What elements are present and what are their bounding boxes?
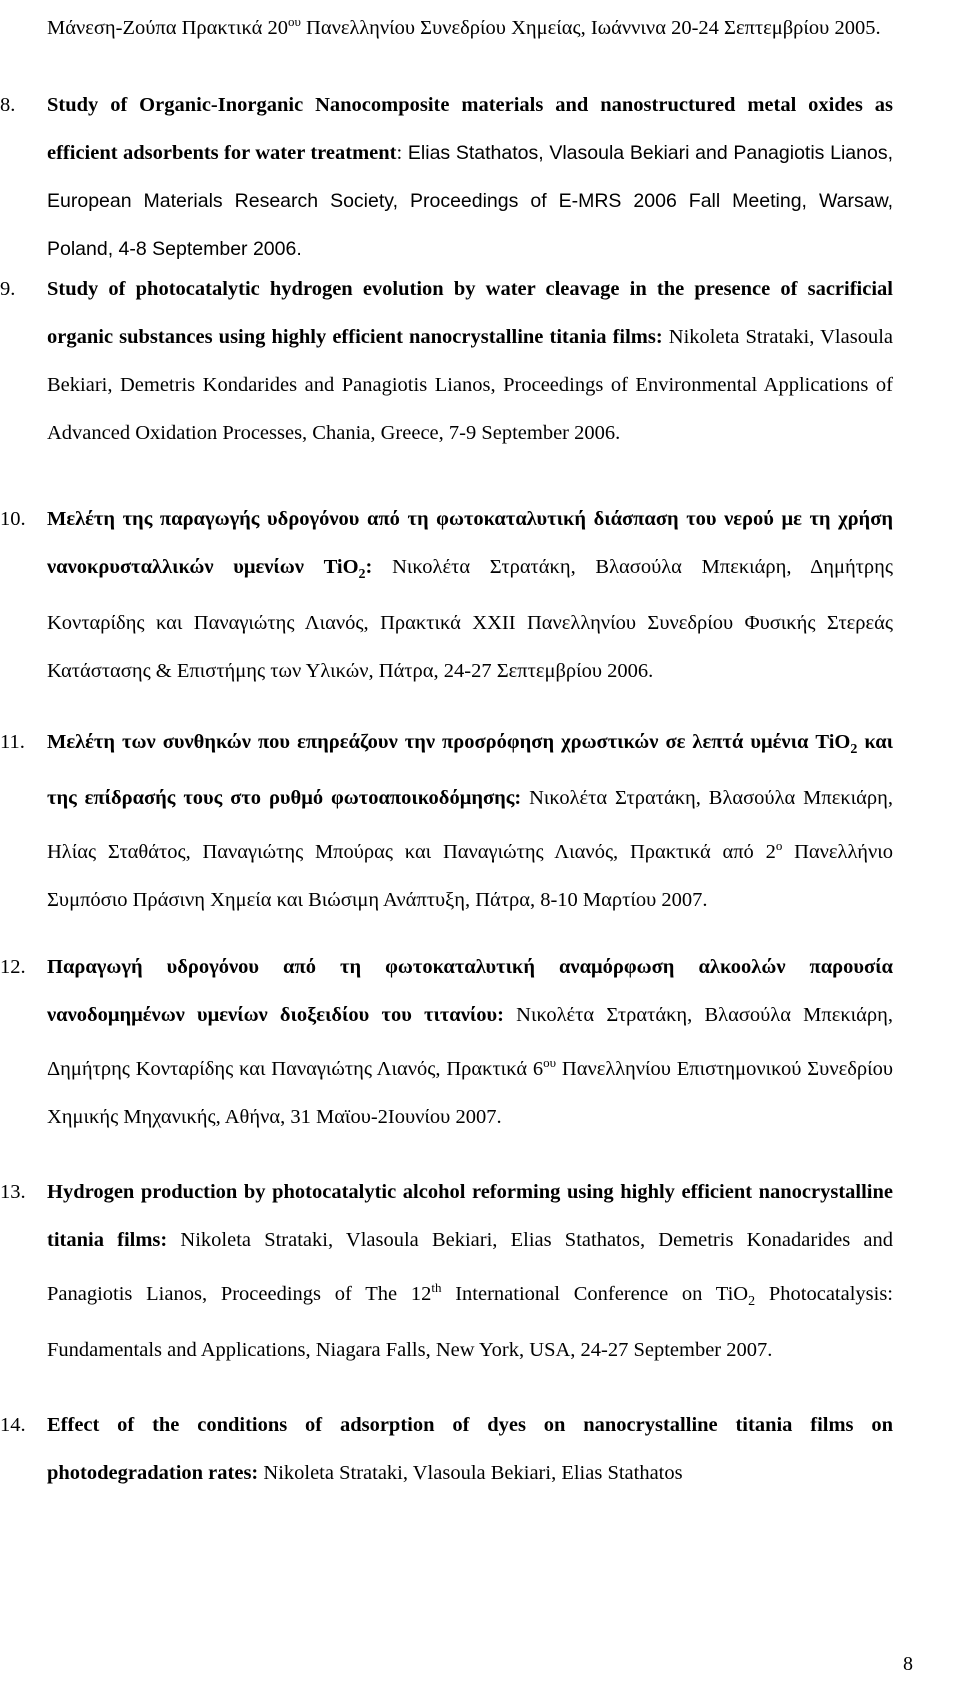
entry-title: Παραγωγή υδρογόνου από τη φωτοκαταλυτική αναμόρφωση αλκοολών παρουσία νανοδομημένων υμενίων διοξειδίου του τιτανίου: [47,956,893,1026]
entry-body [47,718,893,924]
entry-number: 14. [0,1414,26,1436]
entry-authors-venue: Νικολέτα Στρατάκη, Βλασούλα Μπεκιάρη, Δημήτρης Κονταρίδης και Παναγιώτης Λιανός, Πρακτικά XXII Πανελληνίου Συνεδρίου Φυσικής Στερεάς Κατάστασης & Επιστήμης των Υλικών, Πάτρα, 24-27 Σεπτεμβρίου 2006. [47,556,893,683]
entry-body [47,265,893,457]
entry-title: Study of Organic-Inorganic Nanocomposite materials and nanostructured metal oxides as efficient adsorbents for water treatment [47,94,893,164]
entry-authors-venue-end: Πανελληνίου Επιστημονικού Συνεδρίου Χημικής Μηχανικής, Αθήνα, 31 Μαϊου-2Ιουνίου 2007. [47,1057,893,1128]
entry-authors-venue: Nikoleta Strataki, Vlasoula Bekiari, Elias Stathatos [258,1462,683,1484]
continuation-text-end: Πανελληνίου Συνεδρίου Χημείας, Ιωάννινα 20-24 Σεπτεμβρίου 2005. [300,16,881,39]
previous-entry-continuation [47,0,893,52]
entry-subscript: 2 [748,1293,756,1309]
entry-title: Μελέτη της παραγωγής υδρογόνου από τη φωτοκαταλυτική διάσπαση του νερού με τη χρήση νανοκρυσταλλικών υμενίων TiO [47,508,893,578]
entry-superscript: ο [775,838,783,854]
page-number: 8 [903,1653,913,1675]
entry-title: Study of photocatalytic hydrogen evolution by water cleavage in the presence of sacrificial organic substances using highly efficient nanocrystalline titania films: [47,278,893,348]
entry-title-colon: : [396,142,403,164]
continuation-superscript: ου [287,14,301,29]
entry-body [47,1168,893,1374]
entry-authors-venue: Νικολέτα Στρατάκη, Βλασούλα Μπεκιάρη, Δημήτρης Κονταρίδης και Παναγιώτης Λιανός, Πρακτικά 6 [47,1004,893,1080]
entry-authors-venue: Nikoleta Strataki, Vlasoula Bekiari, Demetris Kondarides and Panagiotis Lianos, Proceedings of Environmental Applications of Advanced Oxidation Processes, Chania, Greece, 7-9 September 2006. [47,326,893,444]
entry-number: 11. [0,731,25,753]
entry-number: 12. [0,956,26,978]
entry-title: Effect of the conditions of adsorption of dyes on nanocrystalline titania films on photodegradation rates: [47,1414,893,1484]
entry-title: Hydrogen production by photocatalytic alcohol reforming using highly efficient nanocrystalline titania films: [47,1181,893,1251]
entry-authors-venue-end: Πανελλήνιο Συμπόσιο Πράσινη Χημεία και Βιώσιμη Ανάπτυξη, Πάτρα, 8-10 Μαρτίου 2007. [47,840,893,911]
entry-number: 13. [0,1181,26,1203]
entry-venue-end: Photocatalysis: Fundamentals and Applications, Niagara Falls, New York, USA, 24-27 September 2007. [47,1282,894,1361]
entry-superscript: th [431,1280,442,1295]
entry-title-end: και της επίδρασής τους στο ρυθμό φωτοαποικοδόμησης: [47,731,893,810]
entry-title-end: : [365,556,373,578]
entry-title: Μελέτη των συνθηκών που επηρεάζουν την προσρόφηση χρωστικών σε λεπτά υμένια TiO [47,731,851,753]
entry-authors-venue: Elias Stathatos, Vlasoula Bekiari and Panagiotis Lianos, European Materials Research Society, Proceedings of E-MRS 2006 Fall Meeting, Warsaw, Poland, 4-8 September 2006. [47,142,893,260]
entry-body [47,495,893,695]
entry-authors-venue: Nikoleta Strataki, Vlasoula Bekiari, Elias Stathatos, Demetris Konadarides and Panagiotis Lianos, Proceedings of The 12 [47,1229,893,1305]
entry-number: 9. [0,278,16,300]
entry-body [47,1401,893,1497]
entry-superscript: ου [543,1055,557,1070]
continuation-text: Μάνεση-Ζούπα Πρακτικά 20 [47,16,288,39]
entry-number: 8. [0,94,16,116]
entry-title-subscript: 2 [358,567,366,583]
entry-authors-venue: Νικολέτα Στρατάκη, Βλασούλα Μπεκιάρη, Ηλίας Σταθάτος, Παναγιώτης Μπούρας και Παναγιώτης Λιανός, Πρακτικά από 2 [47,787,893,863]
entry-venue: International Conference on TiO [441,1282,749,1305]
entry-body [47,81,893,273]
entry-number: 10. [0,508,26,530]
entry-body [47,943,893,1141]
entry-title-subscript: 2 [850,742,858,758]
